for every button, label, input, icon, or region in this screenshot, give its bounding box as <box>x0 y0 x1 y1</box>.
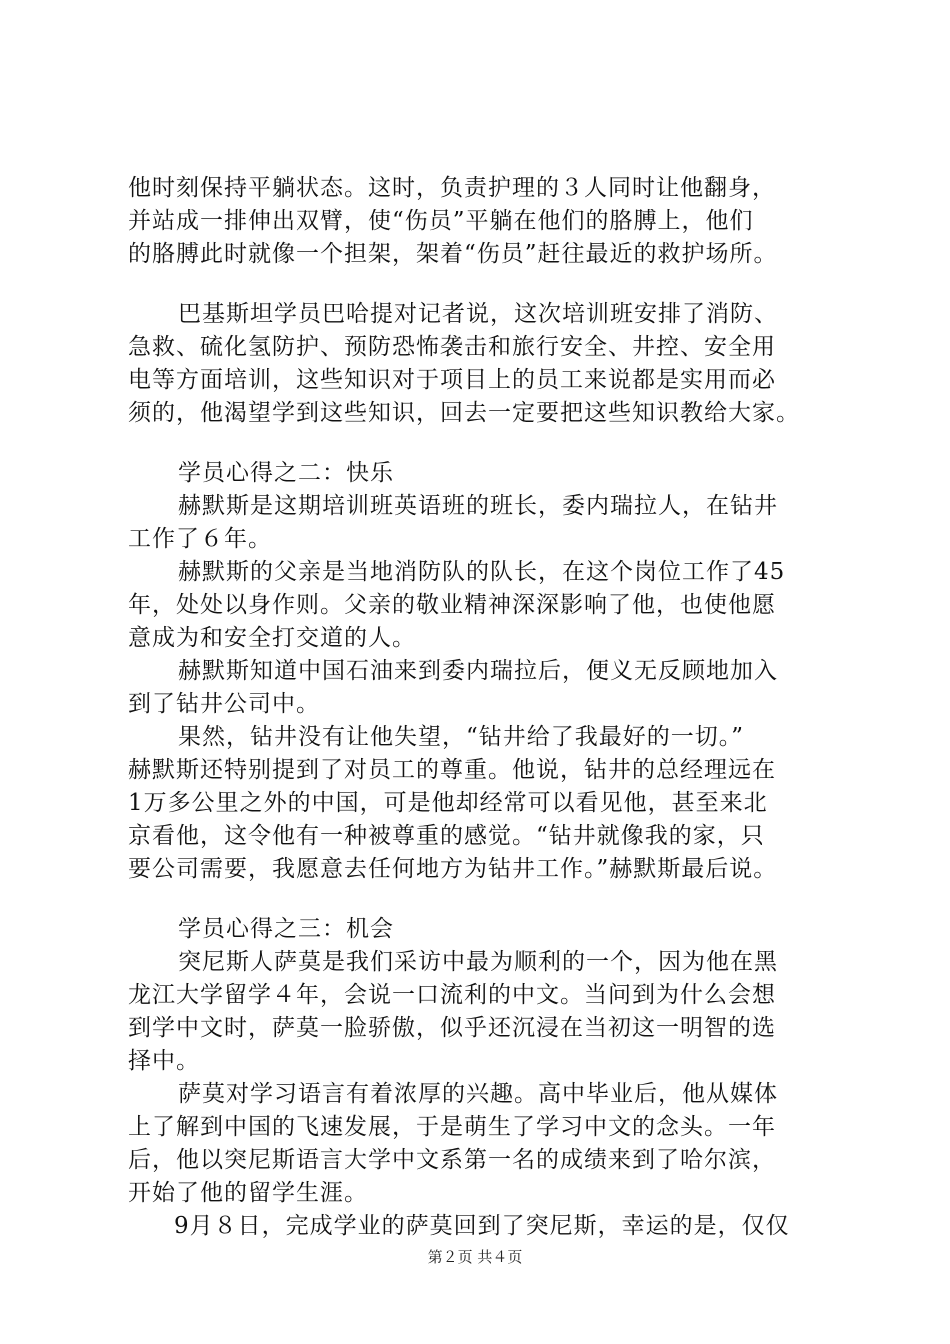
paragraph-gap <box>128 430 840 457</box>
text-line: 赫默斯是这期培训班英语班的班长，委内瑞拉人，在钻井 <box>178 493 778 519</box>
text-line: 赫默斯还特别提到了对员工的尊重。他说，钻井的总经理远在 <box>128 757 776 783</box>
section-heading: 学员心得之二：快乐 <box>178 460 394 486</box>
paragraph-gap <box>128 271 840 298</box>
text-line: 要公司需要，我愿意去任何地方为钻井工作。”赫默斯最后说。 <box>128 856 778 882</box>
text-line: 京看他，这令他有一种被尊重的感觉。“钻井就像我的家，只 <box>128 823 765 849</box>
text-line: 上了解到中国的飞速发展，于是萌生了学习中文的念头。一年 <box>128 1114 776 1140</box>
text-line: 巴基斯坦学员巴哈提对记者说，这次培训班安排了消防、 <box>178 301 778 327</box>
text-line: 赫默斯知道中国石油来到委内瑞拉后，便义无反顾地加入 <box>178 658 778 684</box>
text-line: 1万多公里之外的中国，可是他却经常可以看见他，甚至来北 <box>128 790 768 816</box>
page-number: 第２页 共４页 <box>427 1248 523 1266</box>
text-line: 9月８日，完成学业的萨莫回到了突尼斯，幸运的是，仅仅 <box>174 1213 790 1239</box>
page-footer <box>0 1246 950 1267</box>
text-line: 到了钻井公司中。 <box>128 691 320 717</box>
text-line: 果然，钻井没有让他失望，“钻井给了我最好的一切。” <box>178 724 745 750</box>
text-line: 到学中文时，萨莫一脸骄傲，似乎还沉浸在当初这一明智的选 <box>128 1015 776 1041</box>
text-line: 意成为和安全打交道的人。 <box>128 625 416 651</box>
text-line: 年，处处以身作则。父亲的敬业精神深深影响了他，也使他愿 <box>128 592 776 618</box>
section-heading: 学员心得之三：机会 <box>178 916 394 942</box>
article-body <box>128 172 840 1243</box>
text-line: 后，他以突尼斯语言大学中文系第一名的成绩来到了哈尔滨， <box>128 1147 776 1173</box>
text-line: 开始了他的留学生涯。 <box>128 1180 368 1206</box>
text-line: 择中。 <box>128 1048 200 1074</box>
text-line: 电等方面培训，这些知识对于项目上的员工来说都是实用而必 <box>128 367 776 393</box>
text-line: 萨莫对学习语言有着浓厚的兴趣。高中毕业后，他从媒体 <box>178 1081 778 1107</box>
text-line: 他时刻保持平躺状态。这时，负责护理的３人同时让他翻身， <box>128 175 776 201</box>
text-line: 工作了６年。 <box>128 526 272 552</box>
text-line: 突尼斯人萨莫是我们采访中最为顺利的一个，因为他在黑 <box>178 949 778 975</box>
paragraph-gap <box>128 886 840 913</box>
text-line: 赫默斯的父亲是当地消防队的队长，在这个岗位工作了45 <box>178 559 786 585</box>
text-line: 的胳膊此时就像一个担架，架着“伤员”赶往最近的救护场所。 <box>128 241 778 267</box>
text-line: 急救、硫化氢防护、预防恐怖袭击和旅行安全、井控、安全用 <box>128 334 776 360</box>
text-line: 须的，他渴望学到这些知识，回去一定要把这些知识教给大家。 <box>128 400 800 426</box>
text-line: 龙江大学留学４年，会说一口流利的中文。当问到为什么会想 <box>128 982 776 1008</box>
text-line: 并站成一排伸出双臂，使“伤员”平躺在他们的胳膊上，他们 <box>128 208 754 234</box>
